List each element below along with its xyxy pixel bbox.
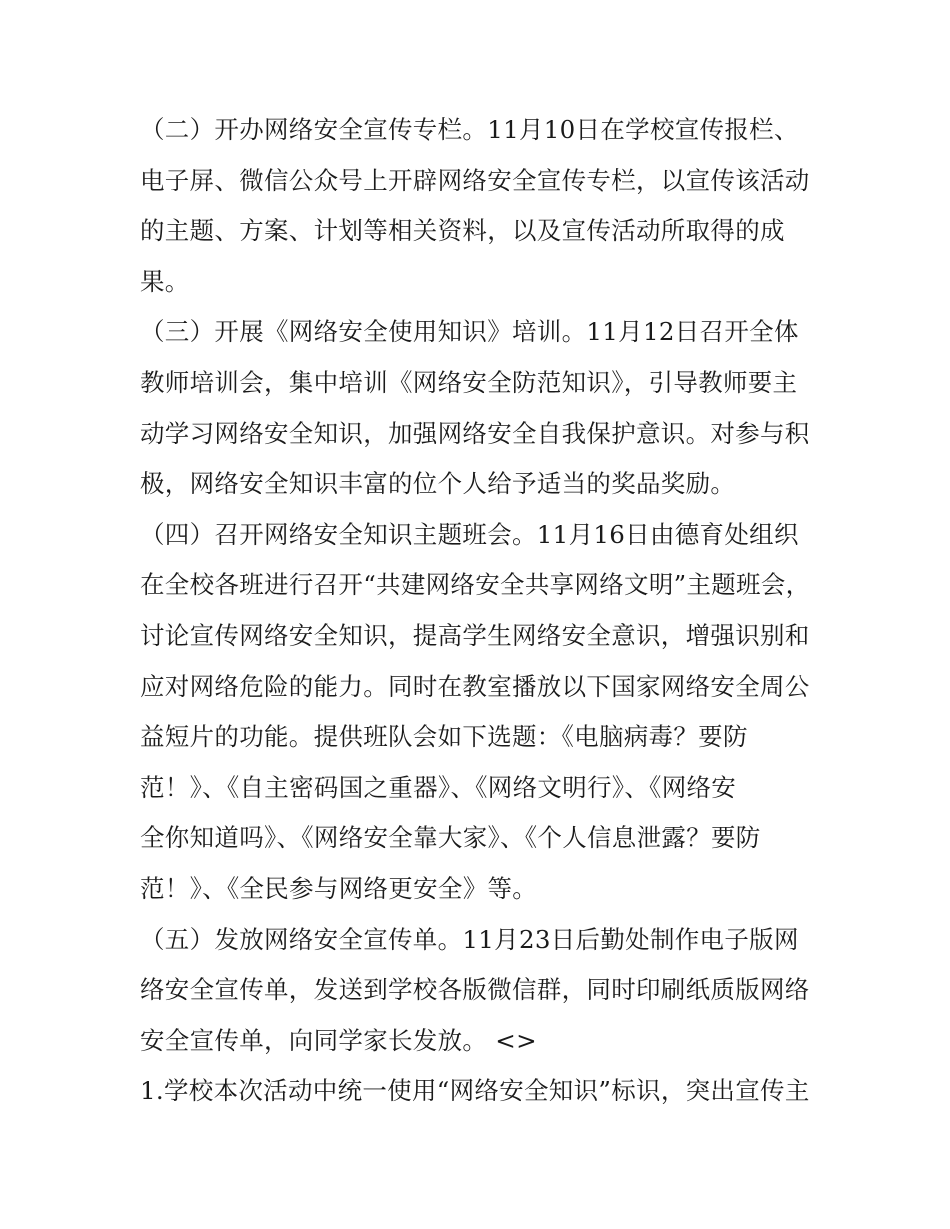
text-line: 的主题、方案、计划等相关资料，以及宣传活动所取得的成 [140, 216, 785, 246]
text-line: 全你知道吗》、《网络安全靠大家》、《个人信息泄露？要防 [140, 823, 761, 853]
text-line: （四）召开网络安全知识主题班会。11月16日由德育处组织 [140, 519, 799, 549]
text-line: （五）发放网络安全宣传单。11月23日后勤处制作电子版网 [140, 924, 799, 954]
text-line: 教师培训会，集中培训《网络安全防范知识》，引导教师要主 [140, 367, 798, 397]
text-line: （二）开办网络安全宣传专栏。11月10日在学校宣传报栏、 [140, 115, 799, 144]
text-line: 电子屏、微信公众号上开辟网络安全宣传专栏，以宣传该活动 [140, 165, 810, 195]
text-line: 范！》、《全民参与网络更安全》等。 [140, 873, 538, 903]
text-line: 动学习网络安全知识，加强网络安全自我保护意识。对参与积 [140, 418, 810, 448]
text-line: 应对网络危险的能力。同时在教室播放以下国家网络安全周公 [140, 671, 810, 701]
text-line: （三）开展《网络安全使用知识》培训。11月12日召开全体 [140, 317, 799, 347]
text-line: 极，网络安全知识丰富的位个人给予适当的奖品奖励。 [140, 469, 736, 499]
text-line: 讨论宣传网络安全知识，提高学生网络安全意识，增强识别和 [140, 620, 810, 650]
text-line: 络安全宣传单，发送到学校各版微信群，同时印刷纸质版网络 [140, 975, 810, 1005]
text-line: 1.学校本次活动中统一使用“网络安全知识”标识，突出宣传主 [140, 1076, 810, 1106]
text-line: 在全校各班进行召开“共建网络安全共享网络文明”主题班会， [140, 570, 811, 600]
text-line: 范！》、《自主密码国之重器》、《网络文明行》、《网络安 [140, 772, 737, 802]
text-line: 安全宣传单，向同学家长发放。 <> [140, 1025, 537, 1055]
document-body [140, 105, 820, 1117]
text-line: 益短片的功能。提供班队会如下选题：《电脑病毒？要防 [140, 722, 748, 752]
text-line: 果。 [140, 266, 190, 296]
